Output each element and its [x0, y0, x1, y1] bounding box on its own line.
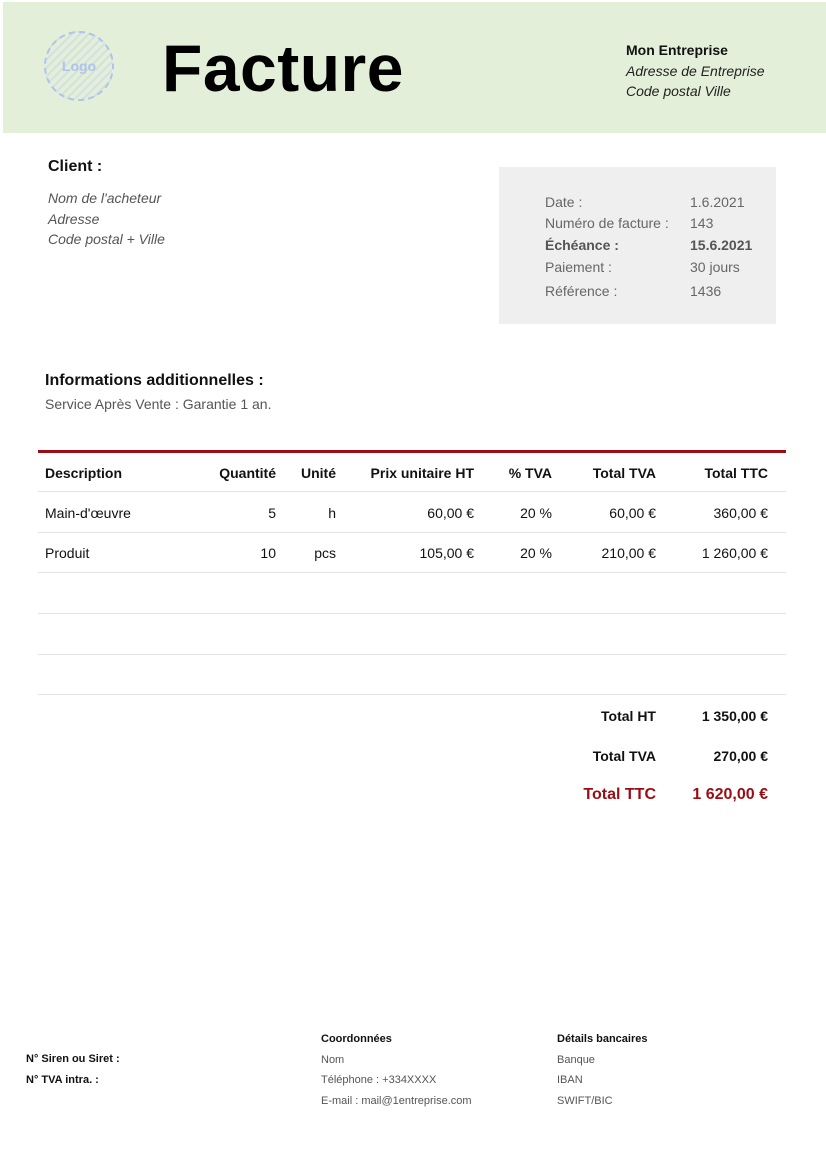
total-ttc-value: 1 620,00 € — [692, 786, 768, 803]
client-details — [48, 188, 165, 250]
contact-email: E-mail : mail@1entreprise.com — [321, 1094, 472, 1107]
cell-total-ttc: 1 260,00 € — [701, 545, 768, 561]
meta-value: 143 — [690, 215, 714, 231]
company-address: Adresse de Entreprise — [626, 62, 765, 79]
invoice-meta-box — [499, 167, 776, 324]
meta-label: Numéro de facture : — [545, 215, 669, 231]
meta-value: 1436 — [690, 283, 722, 299]
table-top-rule — [38, 450, 786, 453]
cell-quantity: 5 — [268, 505, 276, 521]
cell-vat-rate: 20 % — [520, 545, 552, 561]
company-info — [626, 40, 765, 102]
contact-phone: Téléphone : +334XXXX — [321, 1074, 437, 1086]
client-name: Nom de l'acheteur — [48, 190, 162, 206]
cell-description: Main-d'œuvre — [45, 505, 131, 521]
row-separator — [38, 532, 786, 533]
meta-label: Date : — [545, 194, 583, 210]
vat-intra-label: N° TVA intra. : — [26, 1073, 99, 1086]
company-city: Code postal Ville — [626, 83, 731, 99]
row-separator — [38, 694, 786, 695]
cell-description: Produit — [45, 545, 90, 561]
contact-name: Nom — [321, 1053, 345, 1066]
meta-value: 15.6.2021 — [690, 237, 753, 253]
cell-vat-total: 210,00 € — [601, 545, 656, 561]
footer-contact — [321, 1029, 472, 1111]
column-header-vat-rate: % TVA — [508, 465, 552, 481]
cell-vat-total: 60,00 € — [609, 505, 656, 521]
contact-heading: Coordonnées — [321, 1033, 392, 1045]
bank-name: Banque — [557, 1053, 595, 1066]
client-address: Adresse — [48, 210, 100, 227]
bank-iban: IBAN — [557, 1074, 583, 1086]
column-header-quantity: Quantité — [219, 465, 276, 481]
cell-unit: pcs — [314, 545, 336, 561]
total-ht-value: 1 350,00 € — [701, 708, 768, 724]
column-header-description: Description — [45, 465, 123, 481]
client-city: Code postal + Ville — [48, 231, 165, 247]
client-heading: Client : — [48, 158, 103, 175]
column-header-unit: Unité — [301, 465, 336, 481]
column-header-unit-price: Prix unitaire HT — [370, 465, 474, 481]
column-header-total-ttc: Total TTC — [704, 465, 768, 481]
logo-text: Logo — [61, 58, 97, 74]
row-separator — [38, 572, 786, 573]
cell-quantity: 10 — [260, 545, 276, 561]
row-separator — [38, 654, 786, 655]
additional-info-heading: Informations additionnelles : — [45, 372, 264, 389]
meta-label: Paiement : — [545, 259, 612, 275]
total-tva-value: 270,00 € — [713, 748, 768, 764]
meta-value: 30 jours — [690, 259, 740, 275]
row-separator — [38, 613, 786, 614]
bank-swift: SWIFT/BIC — [557, 1094, 613, 1107]
total-ht-label: Total HT — [601, 708, 656, 724]
footer-bank — [557, 1029, 648, 1111]
company-name: Mon Entreprise — [626, 42, 728, 58]
cell-vat-rate: 20 % — [520, 505, 552, 521]
cell-unit-price: 105,00 € — [419, 545, 474, 561]
footer-legal — [26, 1049, 120, 1090]
meta-value: 1.6.2021 — [690, 194, 745, 210]
total-ttc-label: Total TTC — [583, 786, 656, 803]
siret-label: N° Siren ou Siret : — [26, 1053, 120, 1065]
additional-info-text: Service Après Vente : Garantie 1 an. — [45, 396, 272, 412]
company-logo — [44, 31, 114, 101]
cell-unit-price: 60,00 € — [427, 505, 474, 521]
row-separator — [38, 491, 786, 492]
cell-unit: h — [328, 505, 336, 521]
bank-heading: Détails bancaires — [557, 1033, 648, 1045]
total-tva-label: Total TVA — [592, 748, 656, 764]
meta-label: Échéance : — [545, 237, 619, 253]
invoice-title: Facture — [162, 31, 404, 105]
cell-total-ttc: 360,00 € — [713, 505, 768, 521]
meta-label: Référence : — [545, 283, 618, 299]
column-header-vat-total: Total TVA — [592, 465, 656, 481]
